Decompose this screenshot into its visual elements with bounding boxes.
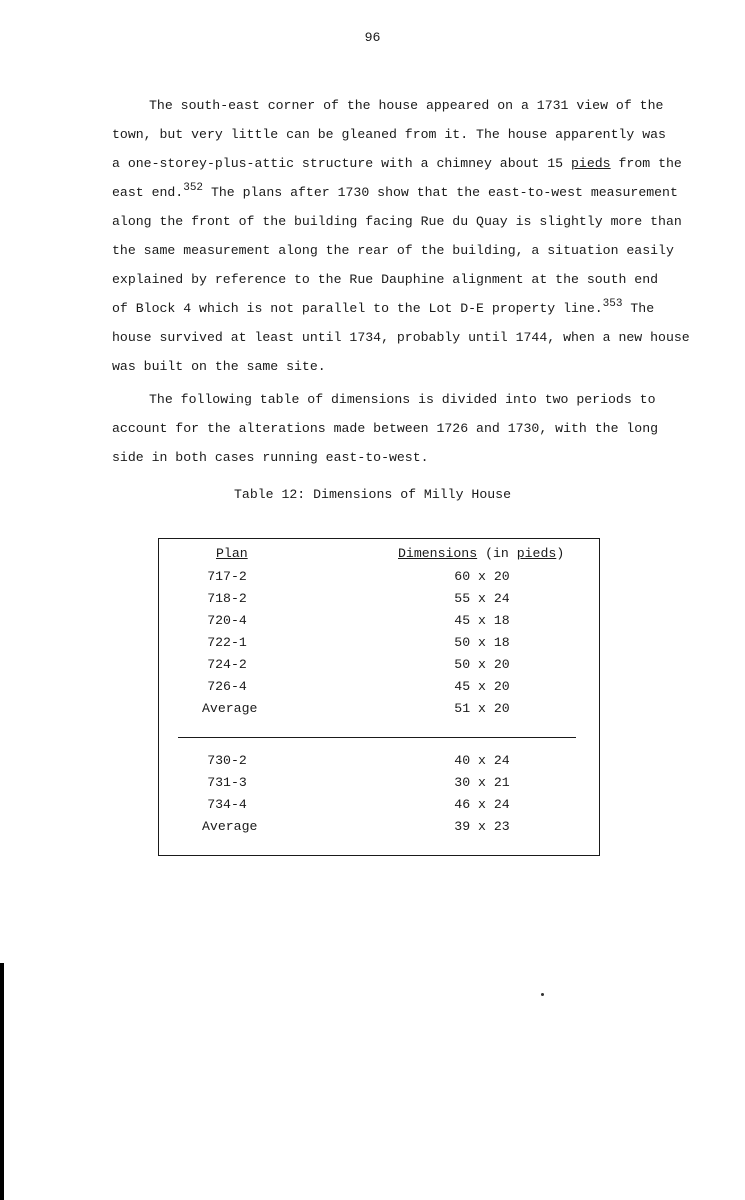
scan-edge-mark (0, 963, 4, 1200)
text-line: explained by reference to the Rue Dauphine alignment at the south end (112, 272, 659, 287)
table-caption: Table 12: Dimensions of Milly House (234, 487, 511, 502)
footnote-ref: 353 (602, 298, 623, 310)
page-number: 96 (364, 30, 381, 45)
plan-cell: 717-2 (207, 569, 247, 584)
text-line: the same measurement along the rear of the building, a situation easily (112, 243, 674, 258)
text-segment: east end. (112, 185, 184, 200)
table-row (0, 569, 745, 591)
plan-cell: 720-4 (207, 613, 247, 628)
scan-speck (541, 993, 544, 996)
header-dimensions-pieds: pieds (516, 546, 557, 561)
italic-term: pieds (571, 156, 611, 171)
footnote-ref: 352 (183, 182, 204, 194)
plan-cell: 724-2 (207, 657, 247, 672)
plan-cell: Average (202, 819, 258, 834)
text-line (112, 153, 682, 182)
dimensions-cell: 45 x 20 (454, 679, 510, 694)
text-segment: The (630, 301, 655, 316)
text-line (112, 298, 655, 327)
table-row (0, 775, 745, 797)
header-plan: Plan (216, 546, 248, 561)
header-dimensions-unit: (in (485, 546, 509, 561)
dimensions-cell: 40 x 24 (454, 753, 510, 768)
table-row-average (0, 819, 745, 841)
paragraph-2 (112, 389, 659, 476)
text-segment: from the (618, 156, 682, 171)
table-row (0, 679, 745, 701)
plan-cell: 734-4 (207, 797, 247, 812)
dimensions-cell: 51 x 20 (454, 701, 510, 716)
dimensions-cell: 50 x 18 (454, 635, 510, 650)
text-line: along the front of the building facing Rue du Quay is slightly more than (112, 214, 682, 229)
text-line: The south-east corner of the house appeared on a 1731 view of the (149, 98, 664, 113)
dimensions-cell: 46 x 24 (454, 797, 510, 812)
text-line: was built on the same site. (112, 359, 326, 374)
dimensions-cell: 60 x 20 (454, 569, 510, 584)
header-dimensions (398, 546, 564, 561)
table-row-average (0, 701, 745, 723)
table-row (0, 797, 745, 819)
text-segment: a one-storey-plus-attic structure with a chimney about 15 (112, 156, 564, 171)
table-row (0, 635, 745, 657)
plan-cell: 722-1 (207, 635, 247, 650)
plan-cell: 718-2 (207, 591, 247, 606)
table-row (0, 613, 745, 635)
dimensions-cell: 50 x 20 (454, 657, 510, 672)
dimensions-cell: 55 x 24 (454, 591, 510, 606)
text-line (112, 182, 678, 211)
text-line: The following table of dimensions is divided into two periods to (149, 392, 656, 407)
table-row (0, 657, 745, 679)
table-row (0, 753, 745, 775)
dimensions-cell: 45 x 18 (454, 613, 510, 628)
period-divider (178, 737, 576, 738)
header-dimensions-label: Dimensions (398, 546, 478, 561)
paragraph-1 (112, 95, 690, 385)
text-segment: The plans after 1730 show that the east-to-west measurement (210, 185, 678, 200)
plan-cell: Average (202, 701, 258, 716)
text-segment: of Block 4 which is not parallel to the Lot D-E property line. (112, 301, 603, 316)
dimensions-cell: 39 x 23 (454, 819, 510, 834)
text-line: account for the alterations made between 1726 and 1730, with the long (112, 421, 659, 436)
text-line: town, but very little can be gleaned from it. The house apparently was (112, 127, 666, 142)
text-line: side in both cases running east-to-west. (112, 450, 429, 465)
plan-cell: 730-2 (207, 753, 247, 768)
header-dimensions-close: ) (556, 546, 565, 561)
table-row (0, 591, 745, 613)
plan-cell: 731-3 (207, 775, 247, 790)
text-line: house survived at least until 1734, probably until 1744, when a new house (112, 330, 690, 345)
plan-cell: 726-4 (207, 679, 247, 694)
dimensions-cell: 30 x 21 (454, 775, 510, 790)
